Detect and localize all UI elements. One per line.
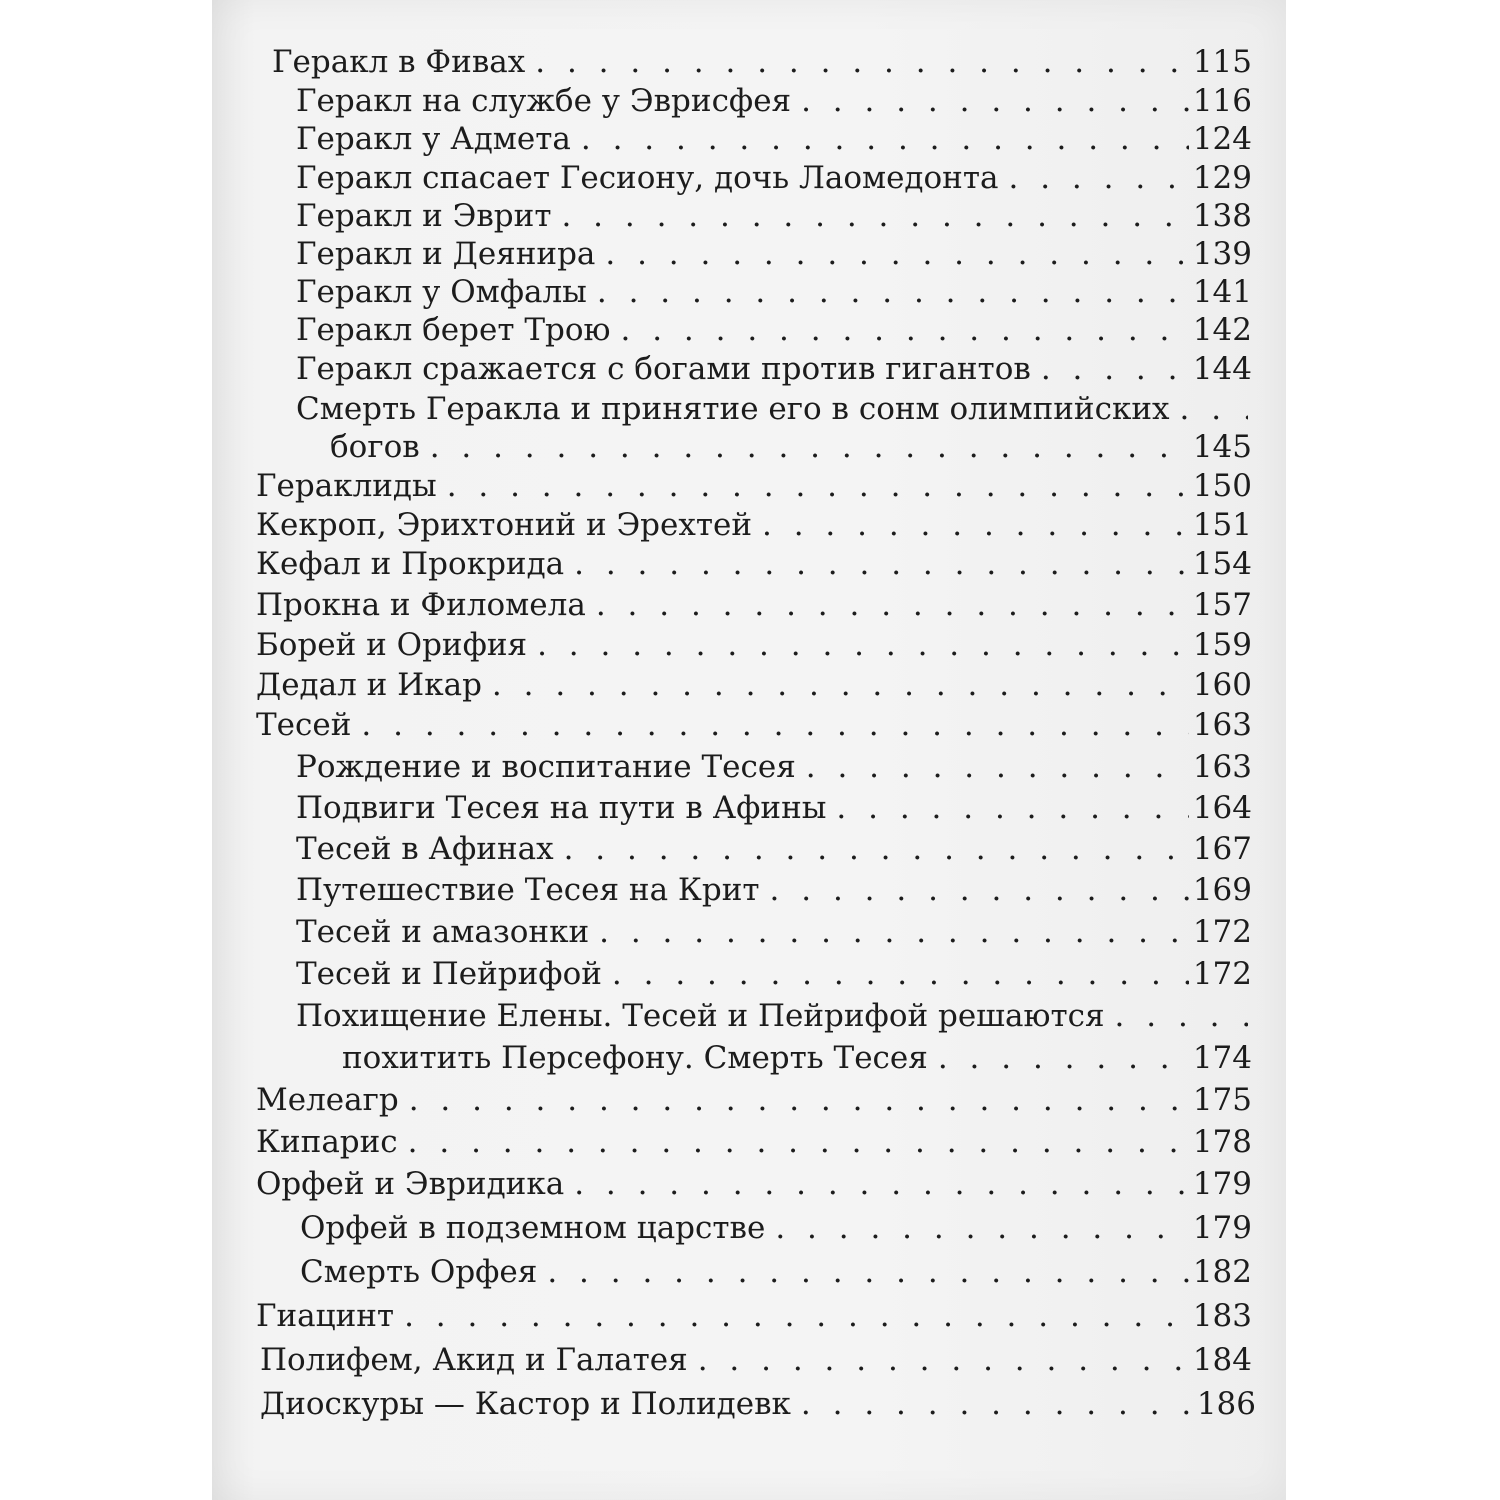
toc-entry-page: 138 (1192, 198, 1252, 234)
toc-entry (296, 121, 1252, 157)
dot-leader (698, 1342, 1189, 1378)
toc-entry (296, 790, 1252, 826)
toc-entry-page: 172 (1192, 956, 1252, 992)
toc-entry-title: Гиацинт (256, 1298, 395, 1334)
toc-entry (256, 1298, 1252, 1334)
dot-leader (775, 1210, 1188, 1246)
toc-entry-title: Кипарис (256, 1124, 398, 1160)
toc-entry-page: 174 (1192, 1040, 1252, 1076)
toc-entry (296, 312, 1252, 348)
table-of-contents (212, 0, 1286, 1500)
dot-leader (1115, 998, 1248, 1034)
toc-entry-title-continuation: богов (330, 429, 420, 465)
toc-entry-continuation (330, 429, 1252, 465)
toc-entry (296, 914, 1252, 950)
toc-entry-page: 179 (1192, 1166, 1252, 1202)
toc-entry-page: 129 (1192, 160, 1252, 196)
toc-entry-title: Геракл в Фивах (272, 44, 526, 80)
dot-leader (612, 956, 1189, 992)
toc-entry-page: 163 (1192, 749, 1252, 785)
toc-entry-title: Тесей и Пейрифой (296, 956, 602, 992)
dot-leader (408, 1124, 1189, 1160)
toc-entry-page: 145 (1192, 429, 1252, 465)
dot-leader (404, 1298, 1189, 1334)
dot-leader (801, 83, 1189, 119)
dot-leader (547, 1254, 1188, 1290)
toc-entry (296, 198, 1252, 234)
toc-entry-page: 157 (1192, 587, 1252, 623)
toc-entry (260, 1342, 1252, 1378)
toc-entry-continuation (342, 1040, 1252, 1076)
toc-entry (296, 160, 1252, 196)
dot-leader (596, 587, 1189, 623)
toc-entry-title: Геракл и Деянира (296, 236, 596, 272)
toc-entry (296, 872, 1252, 908)
toc-entry-page: 179 (1192, 1210, 1252, 1246)
toc-entry (296, 749, 1252, 785)
toc-entry (296, 391, 1252, 427)
toc-entry-page: 116 (1192, 83, 1252, 119)
toc-entry-title: Рождение и воспитание Тесея (296, 749, 796, 785)
toc-entry-title: Прокна и Филомела (256, 587, 586, 623)
dot-leader (574, 546, 1189, 582)
dot-leader (762, 507, 1189, 543)
toc-entry-title: Смерть Геракла и принятие его в сонм олимпийских (296, 391, 1170, 427)
toc-entry-title: Смерть Орфея (300, 1254, 538, 1290)
toc-entry (260, 1386, 1256, 1422)
toc-entry-title: Орфей в подземном царстве (300, 1210, 766, 1246)
dot-leader (801, 1386, 1193, 1422)
toc-entry (296, 956, 1252, 992)
toc-entry (296, 351, 1252, 387)
toc-entry-page: 164 (1192, 790, 1252, 826)
dot-leader (1179, 391, 1248, 427)
toc-entry (256, 1124, 1252, 1160)
dot-leader (1008, 160, 1188, 196)
dot-leader (409, 1082, 1189, 1118)
toc-entry (256, 627, 1252, 663)
book-page (212, 0, 1286, 1500)
dot-leader (605, 236, 1188, 272)
toc-entry-page: 159 (1192, 627, 1252, 663)
toc-entry-page: 160 (1192, 667, 1252, 703)
toc-entry-title: Геракл у Омфалы (296, 274, 587, 310)
toc-entry-title: Кекроп, Эрихтоний и Эрехтей (256, 507, 753, 543)
toc-entry (300, 1210, 1252, 1246)
dot-leader (535, 44, 1189, 80)
toc-entry (256, 468, 1252, 504)
toc-entry-title: Гераклиды (256, 468, 437, 504)
dot-leader (361, 707, 1188, 743)
toc-entry-title: Подвиги Тесея на пути в Афины (296, 790, 827, 826)
toc-entry-title: Диоскуры — Кастор и Полидевк (260, 1386, 791, 1422)
toc-entry (296, 83, 1252, 119)
dot-leader (621, 312, 1189, 348)
toc-entry-title: Кефал и Прокрида (256, 546, 565, 582)
toc-entry-title: Орфей и Эвридика (256, 1166, 565, 1202)
toc-entry-page: 124 (1192, 121, 1252, 157)
toc-entry-title: Тесей и амазонки (296, 914, 590, 950)
toc-entry-page: 150 (1192, 468, 1252, 504)
dot-leader (430, 429, 1189, 465)
dot-leader (1041, 351, 1189, 387)
dot-leader (564, 831, 1189, 867)
toc-entry-page: 167 (1192, 831, 1252, 867)
toc-entry (256, 546, 1252, 582)
dot-leader (492, 667, 1189, 703)
dot-leader (537, 627, 1189, 663)
toc-entry (300, 1254, 1252, 1290)
toc-entry-title: Полифем, Акид и Галатея (260, 1342, 688, 1378)
toc-entry (296, 236, 1252, 272)
toc-entry-title: Дедал и Икар (256, 667, 482, 703)
toc-entry (296, 831, 1252, 867)
toc-entry (256, 1166, 1252, 1202)
toc-entry-title: Мелеагр (256, 1082, 399, 1118)
dot-leader (806, 749, 1189, 785)
toc-entry-page: 186 (1196, 1386, 1256, 1422)
toc-entry (272, 44, 1252, 80)
dot-leader (836, 790, 1188, 826)
dot-leader (447, 468, 1189, 504)
toc-entry-page: 183 (1192, 1298, 1252, 1334)
toc-entry-page: 144 (1192, 351, 1252, 387)
toc-entry-page: 154 (1192, 546, 1252, 582)
toc-entry-title-continuation: похитить Персефону. Смерть Тесея (342, 1040, 928, 1076)
toc-entry-title: Геракл берет Трою (296, 312, 611, 348)
dot-leader (770, 872, 1189, 908)
toc-entry-page: 182 (1192, 1254, 1252, 1290)
toc-entry-page: 142 (1192, 312, 1252, 348)
toc-entry-page: 139 (1192, 236, 1252, 272)
toc-entry (256, 667, 1252, 703)
toc-entry-title: Геракл и Эврит (296, 198, 552, 234)
toc-entry (256, 587, 1252, 623)
toc-entry-title: Борей и Орифия (256, 627, 528, 663)
toc-entry-title: Геракл у Адмета (296, 121, 571, 157)
toc-entry-page: 151 (1192, 507, 1252, 543)
dot-leader (938, 1040, 1189, 1076)
dot-leader (574, 1166, 1189, 1202)
dot-leader (599, 914, 1189, 950)
toc-entry (296, 274, 1252, 310)
dot-leader (581, 121, 1189, 157)
toc-entry-page: 175 (1192, 1082, 1252, 1118)
toc-entry (256, 1082, 1252, 1118)
toc-entry (296, 998, 1252, 1034)
toc-entry (256, 707, 1252, 743)
dot-leader (561, 198, 1188, 234)
toc-entry-page: 172 (1192, 914, 1252, 950)
toc-entry-title: Геракл сражается с богами против гигантов (296, 351, 1031, 387)
toc-entry (256, 507, 1252, 543)
toc-entry-page: 178 (1192, 1124, 1252, 1160)
toc-entry-page: 163 (1192, 707, 1252, 743)
toc-entry-title: Геракл на службе у Эврисфея (296, 83, 792, 119)
toc-entry-title: Тесей (256, 707, 352, 743)
toc-entry-page: 184 (1192, 1342, 1252, 1378)
dot-leader (597, 274, 1189, 310)
toc-entry-title: Путешествие Тесея на Крит (296, 872, 760, 908)
toc-entry-title: Геракл спасает Гесиону, дочь Лаомедонта (296, 160, 999, 196)
toc-entry-title: Тесей в Афинах (296, 831, 554, 867)
toc-entry-page: 115 (1192, 44, 1252, 80)
toc-entry-page: 141 (1192, 274, 1252, 310)
toc-entry-title: Похищение Елены. Тесей и Пейрифой решаются (296, 998, 1105, 1034)
toc-entry-page: 169 (1192, 872, 1252, 908)
